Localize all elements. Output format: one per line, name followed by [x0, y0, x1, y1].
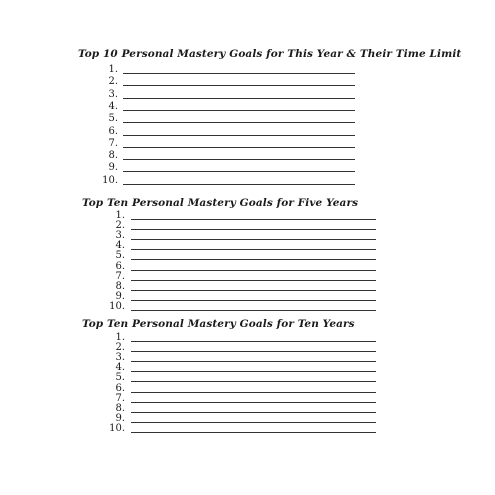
goal-line-number: 8.: [115, 280, 125, 292]
goal-line-number: 3.: [108, 88, 118, 100]
goal-line-number: 1.: [115, 210, 125, 221]
goal-line-number: 2.: [108, 76, 118, 88]
goal-line-number: 5.: [115, 250, 125, 262]
goal-line-number: 7.: [108, 137, 118, 149]
goal-line-number: 9.: [108, 162, 118, 174]
section-title: Top 10 Personal Mastery Goals for This Year & Their Time Limit: [78, 48, 462, 60]
goal-line-number: 6.: [108, 125, 118, 137]
section-title: Top Ten Personal Mastery Goals for Ten Years: [82, 318, 355, 330]
goal-line-number: 8.: [115, 402, 125, 414]
goal-line-number: 1.: [115, 332, 125, 343]
goal-line-number: 5.: [108, 113, 118, 125]
goal-line-number: 10.: [109, 300, 125, 312]
goal-line-number: 6.: [115, 382, 125, 394]
goal-line-number: 6.: [115, 260, 125, 272]
goal-line-number: 9.: [115, 290, 125, 302]
goal-line-number: 4.: [115, 362, 125, 374]
goal-line-number: 3.: [115, 230, 125, 242]
goal-line-number: 10.: [102, 174, 118, 186]
goal-line-number: 4.: [108, 100, 118, 112]
goal-line-number: 7.: [115, 270, 125, 282]
goal-line-number: 9.: [115, 412, 125, 424]
goal-line-number: 10.: [109, 422, 125, 434]
goal-line-number: 8.: [108, 150, 118, 162]
goal-line-number: 1.: [108, 64, 118, 75]
goal-line-number: 7.: [115, 392, 125, 404]
goal-line-number: 4.: [115, 240, 125, 252]
section-title: Top Ten Personal Mastery Goals for Five Years: [82, 197, 359, 209]
goal-line-row: [0, 423, 495, 434]
goal-line-number: 2.: [115, 342, 125, 354]
goal-line-number: 3.: [115, 352, 125, 364]
goal-line-number: 2.: [115, 220, 125, 232]
goal-blank-line[interactable]: [131, 432, 376, 433]
goal-line-number: 5.: [115, 372, 125, 384]
